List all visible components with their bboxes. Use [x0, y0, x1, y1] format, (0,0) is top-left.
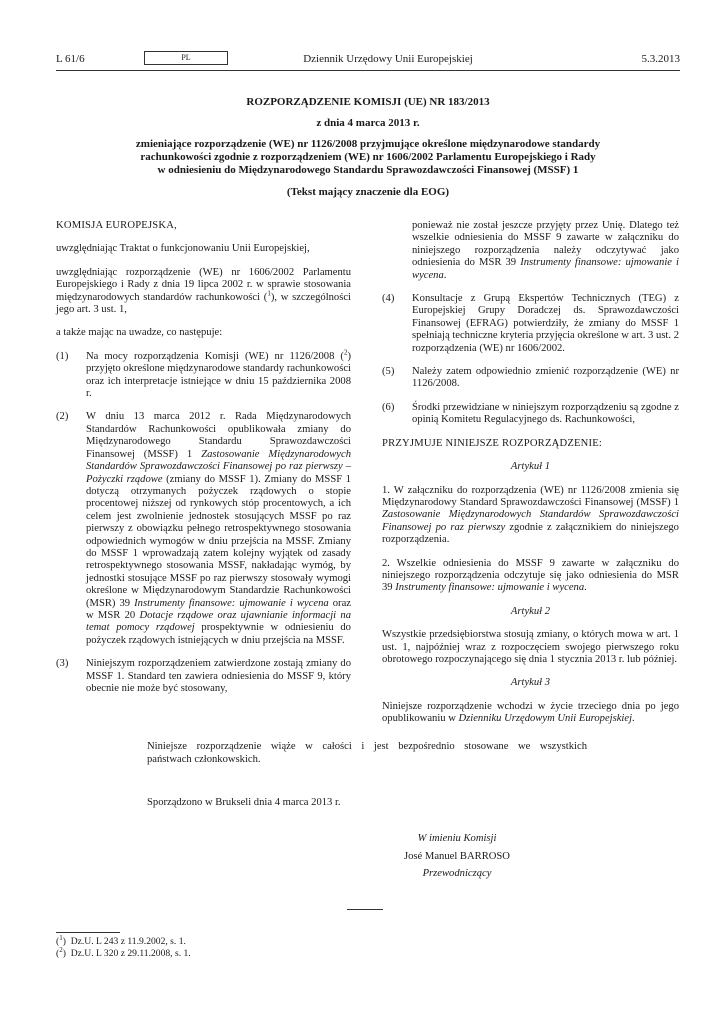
- article-2-heading: Artykuł 2: [510, 605, 551, 617]
- recital-number: (6): [382, 401, 395, 413]
- recital-number: (4): [382, 293, 395, 305]
- recital-number: (2): [56, 411, 69, 423]
- citation-text-end: ), w szczególności jego art. 3 ust. 1,: [56, 291, 351, 316]
- recital-3: [56, 658, 351, 695]
- article-1-paragraph-2: 2. Wszelkie odniesienia do MSSF 9 zawarte w załączniku do niniejszego rozporządzenia odczytuje się jako odniesienia do MSR 39 Instrumenty finansowe: ujmowanie i wycena.: [382, 557, 679, 594]
- signatory-role: Przewodniczący: [422, 868, 492, 879]
- header-rule: [56, 70, 680, 71]
- recital-6: [382, 402, 679, 427]
- recital-text: ponieważ nie został jeszcze przyjęty przez Unię. Dlatego też wszelkie odniesienia do MSSF 9 zawarte w załączniku do niniejszego rozporządzenia należy odczytywać jako odniesienia do MSR 39 Instrumenty finansowe: ujmowanie i wycena.: [412, 220, 679, 281]
- publication-date: 5.3.2013: [641, 53, 680, 65]
- article-1-heading: Artykuł 1: [510, 461, 551, 473]
- regulation-subject-line-3: w odniesieniu do Międzynarodowego Standardu Sprawozdawczości Finansowej (MSSF) 1: [157, 164, 579, 176]
- adoption-formula: PRZYJMUJE NINIEJSZE ROZPORZĄDZENIE:: [382, 437, 603, 449]
- page-header: [56, 52, 680, 74]
- oj-reference: L 61/6: [56, 53, 85, 65]
- citation-regulation: [56, 267, 351, 317]
- recital-text: Konsultacje z Grupą Ekspertów Technicznych (TEG) z Europejskiej Grupy Doradczej ds. Sprawozdawczości Finansowej (EFRAG) potwierdziły, że zmiany do MSSF 1 spełniają techniczne kryteria przyjęcia określone w art. 3 ust. 2 rozporządzenia (WE) nr 1606/2002.: [412, 293, 679, 354]
- left-column: [56, 220, 351, 706]
- recital-number: (1): [56, 350, 69, 362]
- footnote-text: Dz.U. L 320 z 29.11.2008, s. 1.: [70, 948, 191, 959]
- whereas-intro: a także mając na uwadze, co następuje:: [56, 327, 223, 339]
- recital-3-continued: [382, 220, 679, 282]
- end-rule: [347, 909, 383, 910]
- footnote-1: ($^1$) Dz.U. L 243 z 11.9.2002, s. 1.: [56, 933, 186, 947]
- recital-number: (3): [56, 658, 69, 670]
- recital-4: [382, 293, 679, 355]
- recital-1: [56, 348, 351, 401]
- article-3-text: Niniejsze rozporządzenie wchodzi w życie trzeciego dnia po jego opublikowaniu w Dzienniku Urzędowym Unii Europejskiej.: [382, 700, 679, 725]
- footnote-text: Dz.U. L 243 z 11.9.2002, s. 1.: [70, 936, 186, 947]
- place-and-date: Sporządzono w Brukseli dnia 4 marca 2013 r.: [147, 797, 341, 808]
- regulation-subject-line-1: zmieniające rozporządzenie (WE) nr 1126/2008 przyjmujące określone międzynarodowe standardy: [135, 138, 601, 150]
- regulation-title: ROZPORZĄDZENIE KOMISJI (UE) NR 183/2013: [246, 96, 490, 108]
- recital-text: Środki przewidziane w niniejszym rozporządzeniu są zgodne z opinią Komitetu Regulacyjnego ds. Rachunkowości,: [412, 401, 679, 426]
- recital-number: (5): [382, 366, 395, 378]
- footnote-ref: 1: [267, 289, 271, 298]
- signature-for: W imieniu Komisji: [417, 833, 497, 844]
- recital-text: Należy zatem odpowiednio zmienić rozporządzenie (WE) nr 1126/2008.: [412, 366, 679, 390]
- article-3-heading: Artykuł 3: [510, 677, 551, 689]
- eea-relevance: (Tekst mający znaczenie dla EOG): [286, 186, 450, 198]
- footnote-mark: 1: [59, 933, 63, 942]
- commission-heading: KOMISJA EUROPEJSKA,: [56, 220, 177, 231]
- binding-clause-line-2: państwach członkowskich.: [147, 754, 261, 765]
- footnote-2: ($^2$) Dz.U. L 320 z 29.11.2008, s. 1.: [56, 945, 191, 959]
- footnote-mark: 2: [59, 945, 63, 954]
- signatory-name: José Manuel BARROSO: [404, 851, 510, 862]
- footnote-rule: [56, 932, 120, 933]
- footnote-ref: 2: [343, 348, 348, 357]
- regulation-date: z dnia 4 marca 2013 r.: [316, 117, 420, 129]
- recital-text: Na mocy rozporządzenia Komisji (WE) nr 1126/2008 ($^2$) przyjęto określone międzynarodowe standardy rachunkowości oraz ich interpretacje istniejące w dniu 15 października 2008 r.: [86, 348, 351, 400]
- recital-2: [56, 411, 351, 647]
- article-2-text: Wszystkie przedsiębiorstwa stosują zmiany, o których mowa w art. 1 ust. 1, najpóźniej wraz z rozpoczęciem swojego pierwszego roku obrotowego rozpoczynającego się dnia 1 stycznia 2013 r. lub później.: [382, 629, 679, 665]
- citation-treaty: uwzględniając Traktat o funkcjonowaniu Unii Europejskiej,: [56, 243, 310, 255]
- binding-clause-line-1: Niniejsze rozporządzenie wiąże w całości i jest bezpośrednio stosowane we wszystkich: [147, 741, 587, 752]
- right-column: [382, 220, 679, 737]
- recital-text: W dniu 13 marca 2012 r. Rada Międzynarodowych Standardów Rachunkowości opublikowała zmiany do Międzynarodowego Standardu Sprawozdawczości Finansowej (MSSF) 1 Zastosowanie Międzynarodowych Standardów Sprawozdawczości Finansowej po raz pierwszy – Pożyczki rządowe (zmiany do MSSF 1). Zmiany do MSSF 1 dotyczą otrzymanych pożyczek rządowych o stopie procentowej niższej od rynkowych stóp procentowych, a ich celem jest zwolnienie jednostek stosujących MSSF po raz pierwszy z obowiązku pełnego retrospektywnego stosowania odpowiednich wymogów w dniu przejścia na MSSF. Zmiany do MSSF 1 wprowadzają zatem kolejny wyjątek od zasady retrospektywnego stosowania MSSF, nakładając wymóg, by jednostki stosujące MSSF po raz pierwszy stosowały wymogi określone w Międzynarodowym Standardzie Rachunkowości (MSR) 39 Instrumenty finansowe: ujmowanie i wycena oraz w MSR 20 Dotacje rządowe oraz ujawnianie informacji na temat pomocy rządowej prospektywnie w odniesieniu do pożyczek rządowych istniejących w dniu przejścia na MSSF.: [86, 411, 351, 646]
- article-1-paragraph-1: 1. W załączniku do rozporządzenia (WE) nr 1126/2008 zmienia się Międzynarodowy Standard Sprawozdawczości Finansowej (MSSF) 1 Zastosowanie Międzynarodowych Standardów Sprawozdawczości Finansowej po raz pierwszy zgodnie z załącznikiem do niniejszego rozporządzenia.: [382, 484, 679, 546]
- recital-5: [382, 366, 679, 391]
- recital-text: Niniejszym rozporządzeniem zatwierdzone zostają zmiany do MSSF 1. Standard ten zawiera odniesienia do MSSF 9, który obecnie nie może być stosowany,: [86, 658, 351, 694]
- citation-text: uwzględniając rozporządzenie (WE) nr 1606/2002 Parlamentu Europejskiego i Rady z dnia 19 lipca 2002 r. w sprawie stosowania międzynarodowych standardów rachunkowości (: [56, 266, 351, 303]
- regulation-subject-line-2: rachunkowości zgodnie z rozporządzeniem (WE) nr 1606/2002 Parlamentu Europejskiego i Rady: [140, 151, 596, 163]
- journal-title: Dziennik Urzędowy Unii Europejskiej: [303, 53, 473, 65]
- language-badge: PL: [144, 51, 228, 65]
